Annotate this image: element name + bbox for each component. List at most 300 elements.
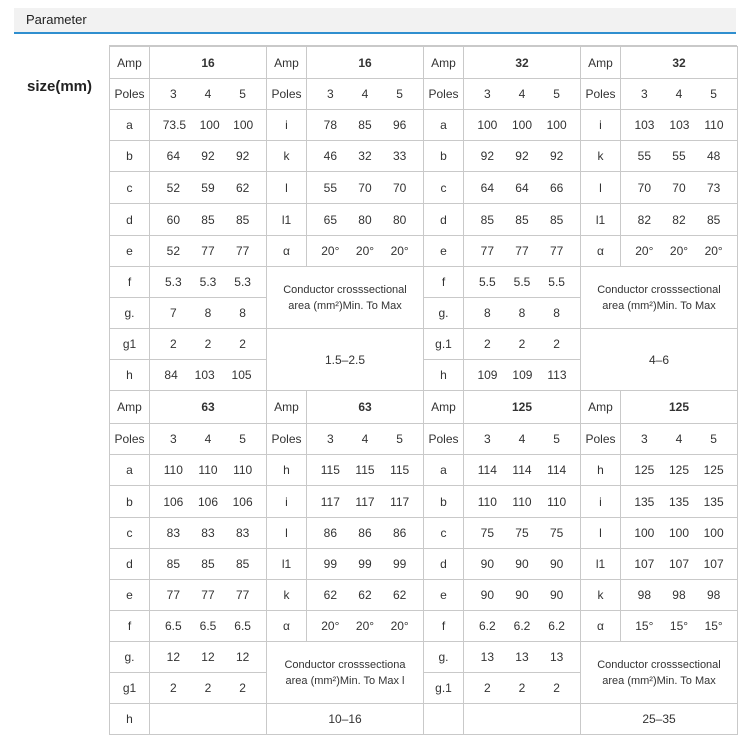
poles-values xyxy=(464,424,581,455)
poles-label: Poles xyxy=(581,79,621,110)
dimension-value: 2 xyxy=(483,337,491,351)
dimension-value: 100 xyxy=(546,118,567,132)
amp-label: Amp xyxy=(110,47,150,79)
dimension-value: 80 xyxy=(392,212,407,227)
dimension-value: 135 xyxy=(703,494,724,509)
dimension-values-group xyxy=(464,619,580,633)
dimension-values xyxy=(307,204,424,236)
dimension-value: 85 xyxy=(515,212,529,227)
parameter-table-top xyxy=(109,46,738,391)
table-row xyxy=(110,141,738,172)
dimension-label: f xyxy=(424,267,464,298)
dimension-value: 64 xyxy=(515,180,529,195)
dimension-label: d xyxy=(110,549,150,580)
dimension-values-group xyxy=(307,526,423,540)
dimension-value: 92 xyxy=(201,149,215,163)
dimension-value: 2 xyxy=(204,681,212,695)
dimension-value: 5.5 xyxy=(513,275,531,289)
dimension-value: 59 xyxy=(201,180,215,195)
dimension-label: c xyxy=(424,172,464,204)
conductor-range: 10–16 xyxy=(267,704,424,735)
dimension-label: α xyxy=(581,611,621,642)
pole-count: 5 xyxy=(396,87,403,101)
dimension-value: 2 xyxy=(239,681,246,695)
table-row xyxy=(110,704,738,735)
dimension-values xyxy=(464,236,581,267)
dimension-value: 5.5 xyxy=(478,275,496,289)
dimension-value: 13 xyxy=(549,650,564,664)
dimension-values xyxy=(150,704,267,735)
dimension-values xyxy=(307,580,424,611)
dimension-value: 2 xyxy=(553,337,560,351)
dimension-value: 8 xyxy=(553,306,560,320)
dimension-values-group xyxy=(621,118,737,132)
dimension-label: h xyxy=(267,455,307,486)
table-row xyxy=(110,642,738,673)
poles-label: Poles xyxy=(110,79,150,110)
dimension-values xyxy=(307,141,424,172)
pole-count: 4 xyxy=(675,87,683,101)
dimension-values xyxy=(464,673,581,704)
dimension-values-group xyxy=(150,213,266,227)
dimension-values-group xyxy=(464,588,580,602)
dimension-label: e xyxy=(424,580,464,611)
amp-value: 125 xyxy=(621,391,738,424)
dimension-values xyxy=(464,204,581,236)
dimension-value: 85 xyxy=(166,557,180,571)
dimension-label: b xyxy=(424,141,464,172)
parameter-table-bottom xyxy=(109,390,738,735)
dimension-values-group xyxy=(621,181,737,195)
poles-values xyxy=(621,424,738,455)
pole-count: 3 xyxy=(326,87,334,101)
dimension-label: a xyxy=(110,110,150,141)
dimension-label: α xyxy=(267,611,307,642)
dimension-value: 100 xyxy=(477,118,498,132)
dimension-value: 135 xyxy=(634,494,655,509)
poles-values xyxy=(307,79,424,110)
dimension-values-group xyxy=(464,463,580,477)
table-row xyxy=(110,110,738,141)
dimension-value: 92 xyxy=(515,149,529,163)
dimension-value: 135 xyxy=(668,494,689,509)
dimension-values xyxy=(150,455,267,486)
dimension-value: 75 xyxy=(549,526,564,540)
poles-values xyxy=(150,79,267,110)
dimension-values xyxy=(150,267,267,298)
dimension-value: 103 xyxy=(669,118,690,132)
dimension-label: b xyxy=(424,486,464,518)
dimension-values-group xyxy=(464,275,580,289)
table-row xyxy=(110,236,738,267)
dimension-value: 20° xyxy=(355,244,375,258)
dimension-value: 125 xyxy=(668,463,689,477)
dimension-label: l xyxy=(581,518,621,549)
dimension-value: 77 xyxy=(201,244,215,258)
poles-values xyxy=(464,79,581,110)
dimension-label: k xyxy=(267,580,307,611)
dimension-value: 8 xyxy=(204,306,212,320)
dimension-values-group xyxy=(307,619,423,633)
dimension-value: 55 xyxy=(323,180,337,195)
dimension-label: e xyxy=(424,236,464,267)
poles-values xyxy=(307,424,424,455)
dimension-label: e xyxy=(110,236,150,267)
dimension-values xyxy=(621,486,738,518)
dimension-values xyxy=(464,642,581,673)
dimension-value: 62 xyxy=(235,180,250,195)
dimension-values-group xyxy=(621,463,737,477)
table-row xyxy=(110,204,738,236)
dimension-value: 99 xyxy=(358,557,372,571)
dimension-value: 90 xyxy=(549,557,564,571)
dimension-label: g. xyxy=(110,298,150,329)
dimension-value: 96 xyxy=(392,118,407,132)
empty-cell xyxy=(464,704,581,735)
dimension-values xyxy=(307,172,424,204)
dimension-values xyxy=(150,172,267,204)
dimension-values xyxy=(464,110,581,141)
dimension-value: 110 xyxy=(704,118,724,132)
dimension-values-group xyxy=(307,588,423,602)
dimension-value: 70 xyxy=(358,180,372,195)
pole-count: 5 xyxy=(553,87,560,101)
dimension-values xyxy=(464,267,581,298)
dimension-values xyxy=(621,172,738,204)
amp-row xyxy=(110,391,738,424)
dimension-value: 117 xyxy=(320,494,340,509)
dimension-value: 2 xyxy=(518,337,526,351)
dimension-values-group xyxy=(621,619,737,633)
poles-values-group xyxy=(307,87,423,101)
dimension-value: 114 xyxy=(512,463,532,477)
dimension-label: l xyxy=(267,172,307,204)
dimension-value: 77 xyxy=(549,244,564,258)
dimension-values-group xyxy=(150,650,266,664)
dimension-values xyxy=(464,141,581,172)
dimension-value: 6.2 xyxy=(513,619,531,633)
dimension-label: b xyxy=(110,141,150,172)
dimension-values xyxy=(464,611,581,642)
dimension-value: 98 xyxy=(672,588,686,602)
dimension-value: 2 xyxy=(483,681,491,695)
dimension-value: 92 xyxy=(549,149,564,163)
dimension-label: l xyxy=(581,172,621,204)
dimension-values-group xyxy=(307,557,423,571)
dimension-values xyxy=(307,549,424,580)
amp-label: Amp xyxy=(424,47,464,79)
dimension-value: 90 xyxy=(480,557,494,571)
dimension-value: 7 xyxy=(169,306,177,320)
dimension-value: 55 xyxy=(672,149,686,163)
dimension-value: 103 xyxy=(194,368,215,382)
dimension-values-group xyxy=(464,306,580,320)
conductor-range: 1.5–2.5 xyxy=(267,329,424,391)
poles-label: Poles xyxy=(267,424,307,455)
dimension-value: 117 xyxy=(355,494,375,509)
dimension-values xyxy=(621,236,738,267)
dimension-value: 78 xyxy=(323,118,337,132)
dimension-value: 12 xyxy=(235,650,250,664)
poles-values-group xyxy=(464,432,580,446)
dimension-values xyxy=(307,236,424,267)
poles-values xyxy=(621,79,738,110)
dimension-value: 75 xyxy=(515,526,529,540)
pole-count: 3 xyxy=(640,432,648,446)
dimension-value: 90 xyxy=(549,588,564,602)
dimension-value: 106 xyxy=(232,494,253,509)
dimension-value: 85 xyxy=(549,212,564,227)
dimension-value: 65 xyxy=(323,212,337,227)
dimension-value: 77 xyxy=(235,588,250,602)
dimension-values-group xyxy=(464,368,580,382)
dimension-values xyxy=(150,298,267,329)
dimension-label: h xyxy=(110,360,150,391)
dimension-values xyxy=(307,611,424,642)
page-title: Parameter xyxy=(26,12,87,27)
dimension-value: 6.5 xyxy=(234,619,251,633)
dimension-value: 99 xyxy=(392,557,407,571)
dimension-value: 106 xyxy=(197,494,218,509)
poles-values xyxy=(150,424,267,455)
dimension-label: l1 xyxy=(267,549,307,580)
dimension-values-group xyxy=(464,213,580,227)
table-row xyxy=(110,611,738,642)
dimension-value: 62 xyxy=(323,588,337,602)
dimension-value: 115 xyxy=(390,463,410,477)
dimension-values-group xyxy=(621,557,737,571)
dimension-label: l1 xyxy=(581,549,621,580)
dimension-value: 20° xyxy=(390,244,409,258)
dimension-values xyxy=(464,455,581,486)
dimension-value: 13 xyxy=(515,650,529,664)
dimension-value: 60 xyxy=(166,212,180,227)
dimension-value: 103 xyxy=(634,118,655,132)
amp-value: 63 xyxy=(307,391,424,424)
dimension-label: a xyxy=(424,455,464,486)
dimension-value: 46 xyxy=(323,149,337,163)
dimension-value: 100 xyxy=(199,118,220,132)
table-row xyxy=(110,549,738,580)
dimension-values xyxy=(464,518,581,549)
dimension-value: 2 xyxy=(518,681,526,695)
dimension-value: 90 xyxy=(480,588,494,602)
dimension-label: l1 xyxy=(581,204,621,236)
empty-cell xyxy=(424,704,464,735)
dimension-value: 77 xyxy=(235,244,250,258)
dimension-value: 85 xyxy=(235,557,250,571)
dimension-values-group xyxy=(621,244,737,258)
dimension-values-group xyxy=(464,650,580,664)
dimension-value: 6.5 xyxy=(164,619,182,633)
dimension-values xyxy=(307,455,424,486)
dimension-label: g1 xyxy=(110,329,150,360)
dimension-values xyxy=(150,110,267,141)
dimension-values-group xyxy=(150,588,266,602)
dimension-value: 83 xyxy=(166,526,180,540)
dimension-values-group xyxy=(150,526,266,540)
dimension-value: 66 xyxy=(549,180,564,195)
dimension-values xyxy=(150,611,267,642)
dimension-value: 73.5 xyxy=(162,118,187,132)
dimension-label: i xyxy=(581,486,621,518)
dimension-value: 85 xyxy=(480,212,494,227)
amp-value: 16 xyxy=(150,47,267,79)
dimension-value: 100 xyxy=(233,118,254,132)
dimension-label: g. xyxy=(110,642,150,673)
dimension-value: 15° xyxy=(635,619,654,633)
dimension-values-group xyxy=(464,337,580,351)
dimension-value: 2 xyxy=(553,681,560,695)
dimension-value: 92 xyxy=(480,149,494,163)
dimension-value: 110 xyxy=(477,494,497,509)
pole-count: 3 xyxy=(169,432,177,446)
poles-values-group xyxy=(464,87,580,101)
dimension-value: 62 xyxy=(358,588,372,602)
pole-count: 4 xyxy=(204,87,212,101)
dimension-value: 85 xyxy=(358,118,372,132)
size-label: size(mm) xyxy=(27,78,93,95)
poles-values-group xyxy=(150,87,266,101)
dimension-values xyxy=(150,549,267,580)
dimension-label: e xyxy=(110,580,150,611)
dimension-value: 2 xyxy=(239,337,246,351)
poles-label: Poles xyxy=(267,79,307,110)
dimension-values xyxy=(621,518,738,549)
dimension-label: g.1 xyxy=(424,329,464,360)
dimension-value: 77 xyxy=(166,588,180,602)
dimension-value: 107 xyxy=(703,557,724,571)
dimension-value: 125 xyxy=(634,463,655,477)
dimension-label: k xyxy=(581,141,621,172)
dimension-label: g. xyxy=(424,298,464,329)
dimension-value: 100 xyxy=(703,526,724,540)
dimension-value: 115 xyxy=(320,463,340,477)
dimension-value: 106 xyxy=(163,494,184,509)
dimension-values xyxy=(150,360,267,391)
dimension-value: 64 xyxy=(480,180,494,195)
dimension-values xyxy=(464,298,581,329)
pole-count: 4 xyxy=(361,87,369,101)
pole-count: 5 xyxy=(553,432,560,446)
pole-count: 3 xyxy=(169,87,177,101)
dimension-label: h xyxy=(424,360,464,391)
table-row xyxy=(110,486,738,518)
dimension-values xyxy=(621,455,738,486)
table-row xyxy=(110,172,738,204)
dimension-values xyxy=(307,486,424,518)
dimension-value: 110 xyxy=(547,494,567,509)
dimension-values-group xyxy=(464,495,580,509)
conductor-note: Conductor crosssectiona area (mm²)Min. To Max l xyxy=(267,642,424,704)
amp-label: Amp xyxy=(424,391,464,424)
dimension-value: 8 xyxy=(239,306,246,320)
dimension-value: 85 xyxy=(235,212,250,227)
poles-values-group xyxy=(621,87,737,101)
dimension-value: 77 xyxy=(201,588,215,602)
dimension-values-group xyxy=(464,557,580,571)
dimension-value: 109 xyxy=(477,368,498,382)
dimension-label: i xyxy=(267,110,307,141)
amp-label: Amp xyxy=(267,47,307,79)
dimension-values-group xyxy=(150,244,266,258)
dimension-values xyxy=(621,611,738,642)
dimension-values-group xyxy=(307,181,423,195)
header-bar xyxy=(14,8,736,34)
dimension-values-group xyxy=(464,118,580,132)
dimension-value: 12 xyxy=(166,650,180,664)
amp-label: Amp xyxy=(267,391,307,424)
dimension-label: a xyxy=(424,110,464,141)
dimension-values-group xyxy=(150,463,266,477)
poles-row xyxy=(110,424,738,455)
conductor-note: Conductor crosssectional area (mm²)Min. To Max xyxy=(267,267,424,329)
dimension-values xyxy=(464,172,581,204)
dimension-values xyxy=(621,580,738,611)
dimension-value: 125 xyxy=(703,463,724,477)
dimension-value: 52 xyxy=(166,180,180,195)
dimension-values-group xyxy=(150,557,266,571)
dimension-value: 98 xyxy=(637,588,651,602)
dimension-values xyxy=(150,486,267,518)
poles-row xyxy=(110,79,738,110)
dimension-label: h xyxy=(581,455,621,486)
dimension-value: 6.2 xyxy=(478,619,496,633)
pole-count: 5 xyxy=(396,432,403,446)
dimension-values-group xyxy=(307,118,423,132)
dimension-value: 107 xyxy=(634,557,655,571)
dimension-values-group xyxy=(307,244,423,258)
amp-value: 125 xyxy=(464,391,581,424)
dimension-values xyxy=(150,580,267,611)
dimension-values-group xyxy=(464,681,580,695)
dimension-value: 100 xyxy=(668,526,689,540)
dimension-value: 85 xyxy=(201,212,215,227)
dimension-values-group xyxy=(464,526,580,540)
conductor-note: Conductor crosssectional area (mm²)Min. To Max xyxy=(581,267,738,329)
dimension-value: 20° xyxy=(635,244,654,258)
dimension-values-group xyxy=(150,619,266,633)
poles-label: Poles xyxy=(424,424,464,455)
dimension-values-group xyxy=(150,368,266,382)
dimension-value: 114 xyxy=(547,463,567,477)
amp-value: 16 xyxy=(307,47,424,79)
dimension-value: 85 xyxy=(706,212,721,227)
dimension-value: 2 xyxy=(204,337,212,351)
dimension-value: 110 xyxy=(233,463,253,477)
table-row xyxy=(110,329,738,360)
dimension-value: 109 xyxy=(512,368,533,382)
dimension-value: 114 xyxy=(477,463,497,477)
dimension-value: 55 xyxy=(637,149,651,163)
dimension-value: 5.3 xyxy=(234,275,251,289)
dimension-value: 80 xyxy=(358,212,372,227)
dimension-value: 77 xyxy=(480,244,494,258)
dimension-value: 100 xyxy=(511,118,532,132)
dimension-value: 15° xyxy=(669,619,689,633)
dimension-values xyxy=(150,518,267,549)
dimension-value: 110 xyxy=(163,463,183,477)
poles-label: Poles xyxy=(110,424,150,455)
amp-value: 32 xyxy=(621,47,738,79)
dimension-value: 77 xyxy=(515,244,529,258)
dimension-values-group xyxy=(621,526,737,540)
dimension-value: 100 xyxy=(634,526,655,540)
dimension-value: 70 xyxy=(637,180,651,195)
conductor-range: 25–35 xyxy=(581,704,738,735)
dimension-value: 75 xyxy=(480,526,494,540)
amp-value: 63 xyxy=(150,391,267,424)
